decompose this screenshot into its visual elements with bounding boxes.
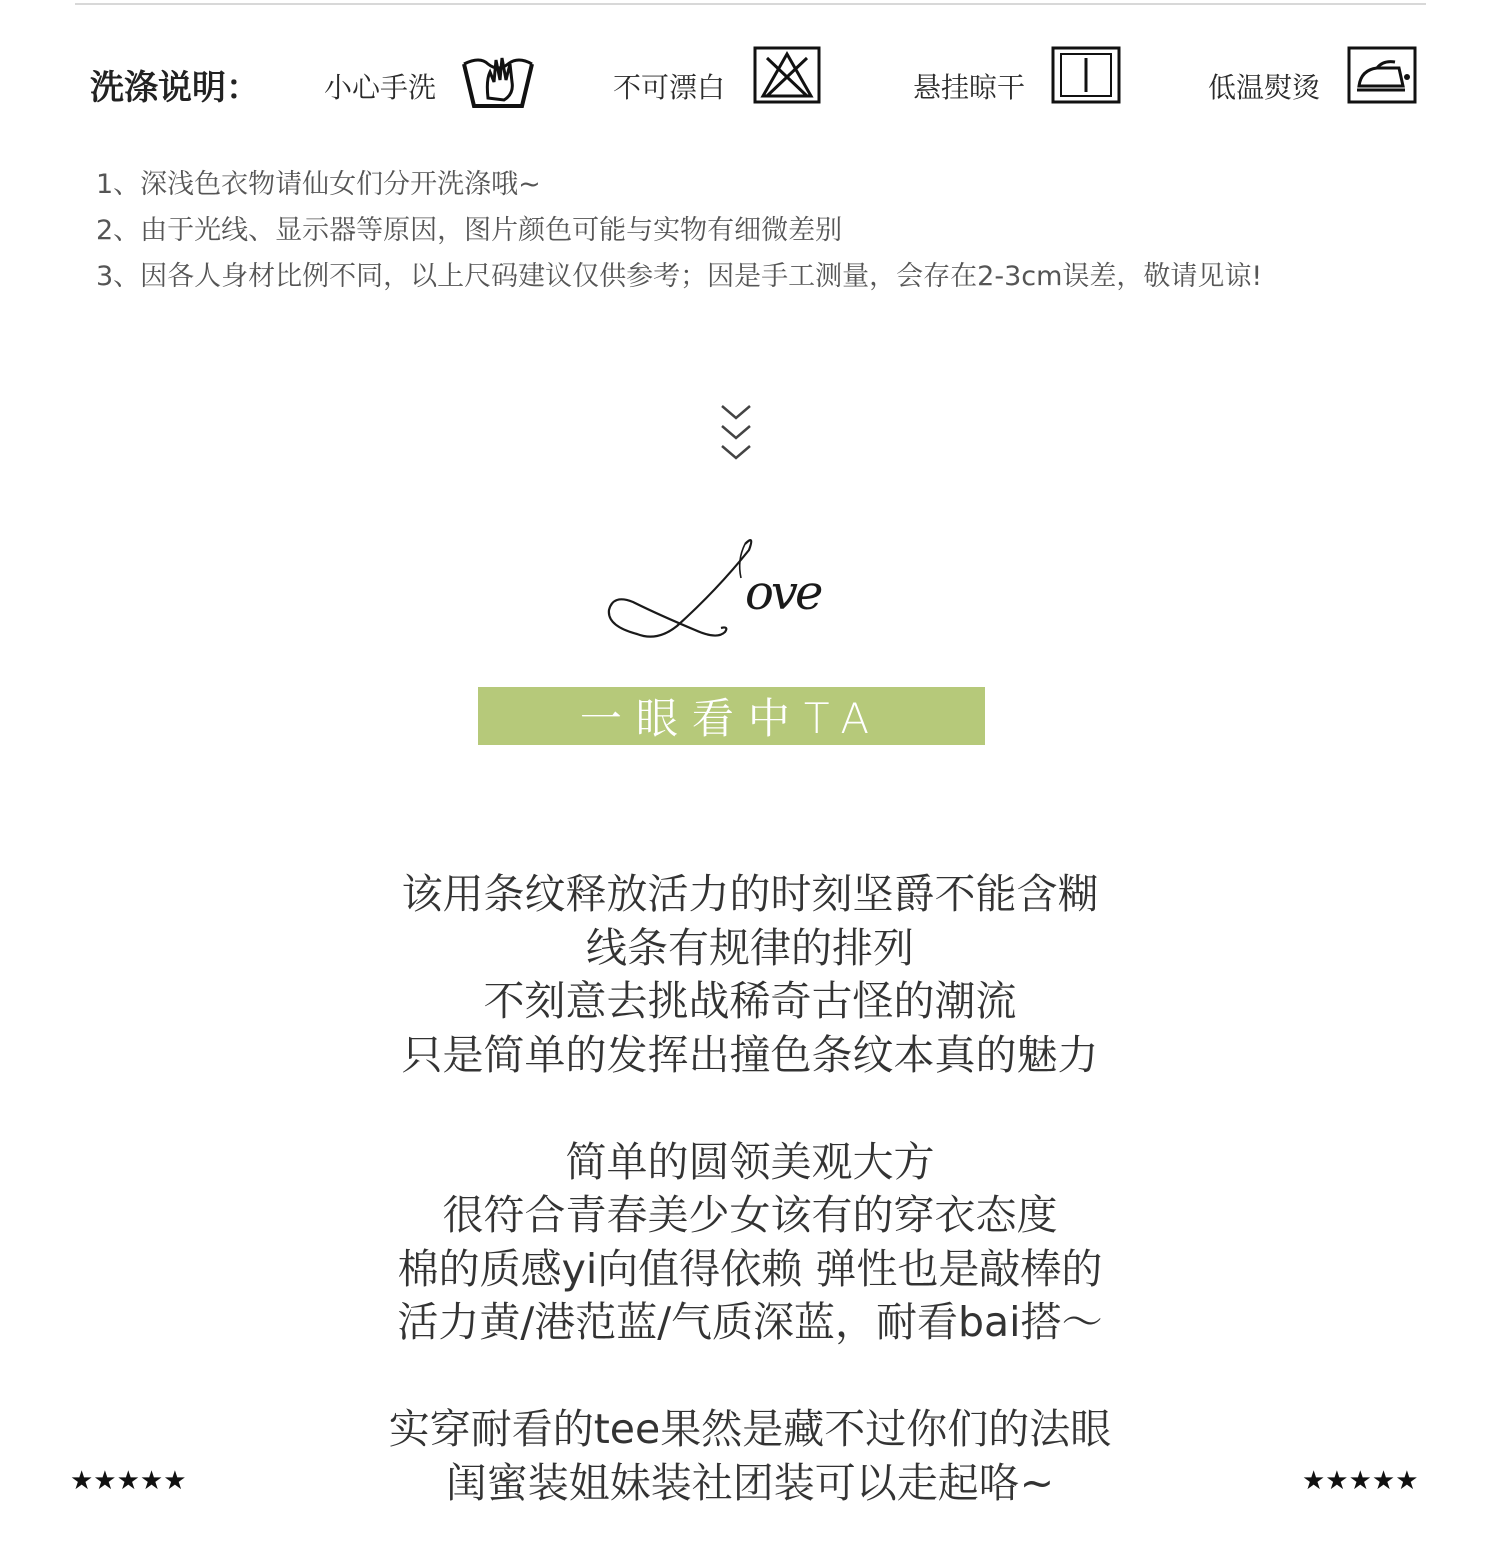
poem-line: 实穿耐看的tee果然是藏不过你们的法眼 [388,1405,1112,1453]
poem-line: 该用条纹释放活力的时刻坚爵不能含糊 [401,870,1099,918]
care-notes [96,162,1426,300]
poem-line: 只是简单的发挥出撞色条纹本真的魅力 [401,1030,1099,1079]
love-script-tail: ove [745,565,821,621]
hang-dry-icon [1051,46,1121,104]
stars-right: ★★★★★ [1302,1466,1419,1496]
poem-line: 闺蜜装姐妹装社团装可以走起咯~ [445,1458,1055,1507]
top-divider [75,3,1426,5]
stanza-gap [0,1350,1500,1404]
wash-label: 不可漂白 [613,71,726,104]
poem-line: 活力黄/港范蓝/气质深蓝，耐看bai搭～ [397,1298,1103,1346]
poem-line: 线条有规律的排列 [586,923,914,972]
scroll-down-chevrons-icon [718,400,754,464]
note-line: 3、因各人身材比例不同，以上尺码建议仅供参考；因是手工测量，会存在2-3cm误差，敬请见谅! [96,261,1263,292]
stars-left: ★★★★★ [70,1466,187,1496]
wash-item-no-bleach [613,46,833,116]
no-bleach-icon [753,46,821,104]
note-line: 1、深浅色衣物请仙女们分开洗涤哦~ [96,169,541,200]
banner [478,687,985,745]
wash-item-hand-wash [324,46,544,116]
wash-label: 小心手洗 [324,71,437,104]
poem-line: 不刻意去挑战稀奇古怪的潮流 [483,977,1017,1025]
low-iron-icon [1347,46,1417,104]
wash-item-low-iron [1208,46,1428,116]
poem-line: 棉的质感yi向值得依赖 弹性也是敲棒的 [397,1244,1103,1293]
washing-title: 洗涤说明： [90,68,260,108]
hand-wash-icon [460,46,536,116]
washing-instructions [0,40,1500,120]
stanza-gap [0,1082,1500,1136]
poem-line: 简单的圆领美观大方 [565,1137,935,1186]
wash-label: 低温熨烫 [1208,71,1321,104]
banner-text: 一眼看中TA [579,694,884,743]
note-line: 2、由于光线、显示器等原因，图片颜色可能与实物有细微差别 [96,215,843,246]
poem-line: 很符合青春美少女该有的穿衣态度 [442,1191,1058,1239]
product-description-poem [0,868,1500,1510]
wash-label: 悬挂晾干 [913,71,1026,104]
wash-item-hang-dry [913,46,1133,116]
